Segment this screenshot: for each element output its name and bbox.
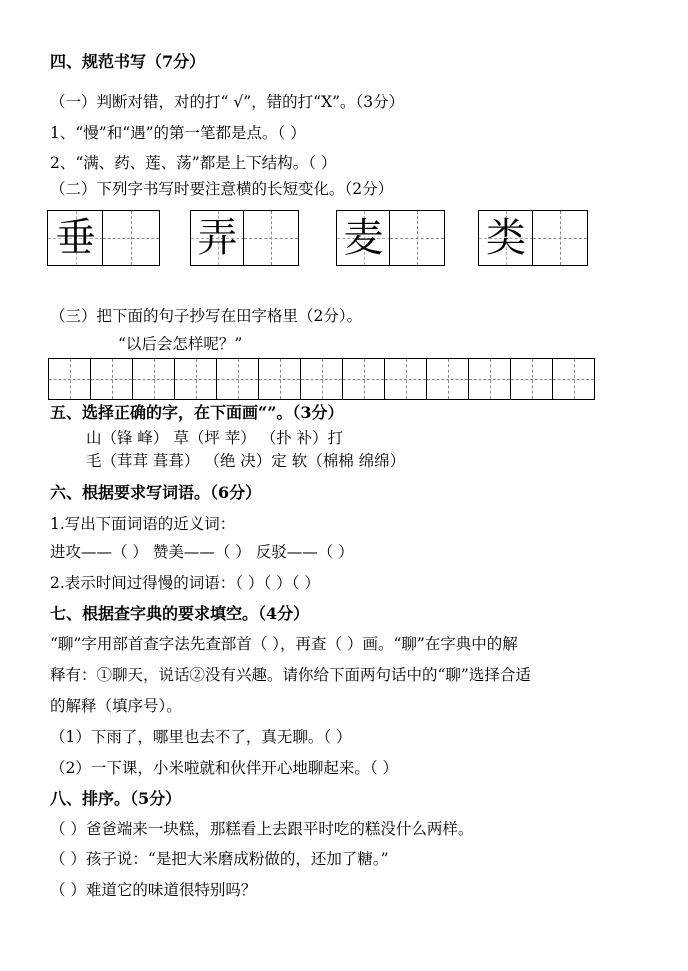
question-4-2: 2、“满、药、莲、荡”都是上下结构。（ ） xyxy=(50,154,337,172)
copy-sentence: “以后会怎样呢？” xyxy=(118,335,243,353)
section-4-title: 四、规范书写（7分） xyxy=(50,52,206,71)
copy-box[interactable] xyxy=(174,358,217,400)
char-box-4 xyxy=(478,210,534,266)
section-4-part3-title: （三）把下面的句子抄写在田字格里（2分）。 xyxy=(50,307,363,325)
char-4: 类 xyxy=(486,215,526,261)
copy-box[interactable] xyxy=(48,358,91,400)
copy-box[interactable] xyxy=(384,358,427,400)
copy-box[interactable] xyxy=(342,358,385,400)
copy-box[interactable] xyxy=(510,358,553,400)
copy-box[interactable] xyxy=(216,358,259,400)
copy-box[interactable] xyxy=(258,358,301,400)
section-5-title: 五、选择正确的字，在下面画“”。（3分） xyxy=(50,403,344,422)
section-8-sentence-2: （ ）孩子说：“是把大米磨成粉做的，还加了糖。” xyxy=(50,850,389,868)
copy-box[interactable] xyxy=(468,358,511,400)
section-4-part2-title: （二）下列字书写时要注意横的长短变化。（2分） xyxy=(50,180,394,198)
section-8-sentence-1: （ ）爸爸端来一块糕，那糕看上去跟平时吃的糕没什么两样。 xyxy=(50,820,474,838)
section-8-title: 八、排序。（5分） xyxy=(50,789,182,808)
write-box[interactable] xyxy=(532,210,588,266)
char-1: 垂 xyxy=(55,215,96,261)
char-box-3 xyxy=(336,210,391,266)
section-4-part1-title: （一）判断对错，对的打“ √”，错的打“X”。（3分） xyxy=(50,93,405,111)
section-7-para-2: 释有：①聊天，说话②没有兴趣。请你给下面两句话中的“聊”选择合适 xyxy=(50,666,531,684)
char-box-2 xyxy=(190,210,245,266)
copy-box[interactable] xyxy=(90,358,133,400)
copy-box[interactable] xyxy=(300,358,343,400)
copy-box[interactable] xyxy=(552,358,595,400)
char-2: 弄 xyxy=(197,215,238,261)
section-6-q1-items: 进攻——（ ） 赞美——（ ） 反驳——（ ） xyxy=(50,543,354,561)
section-6-q1: 1.写出下面词语的近义词： xyxy=(50,515,236,533)
section-7-sentence-2: （2）一下课，小米啦就和伙伴开心地聊起来。（ ） xyxy=(50,759,399,777)
section-7-para-3: 的解释（填序号）。 xyxy=(50,697,182,715)
section-5-line-1: 山（锋 峰） 草（坪 苹） （扑 补）打 xyxy=(86,429,344,447)
char-box-1 xyxy=(47,210,104,266)
write-box[interactable] xyxy=(102,210,160,266)
section-6-title: 六、根据要求写词语。（6分） xyxy=(50,483,262,502)
write-box[interactable] xyxy=(243,210,299,266)
section-6-q2: 2.表示时间过得慢的词语：（ ）（ ）（ ） xyxy=(50,574,320,592)
section-7-sentence-1: （1）下雨了，哪里也去不了，真无聊。（ ） xyxy=(50,728,352,746)
write-box[interactable] xyxy=(389,210,445,266)
char-3: 麦 xyxy=(343,215,384,261)
question-4-1: 1、“慢”和“遇”的第一笔都是点。（ ） xyxy=(50,124,306,142)
section-7-para-1: “聊”字用部首查字法先查部首（ ），再查（ ）画。“聊”在字典中的解 xyxy=(50,635,518,653)
section-5-line-2: 毛（茸茸 葺葺） （绝 决）定 软（棉棉 绵绵） xyxy=(86,452,406,470)
section-7-title: 七、根据查字典的要求填空。（4分） xyxy=(50,604,310,623)
section-8-sentence-3: （ ）难道它的味道很特别吗？ xyxy=(50,881,257,899)
copy-box[interactable] xyxy=(426,358,469,400)
copy-box[interactable] xyxy=(132,358,175,400)
